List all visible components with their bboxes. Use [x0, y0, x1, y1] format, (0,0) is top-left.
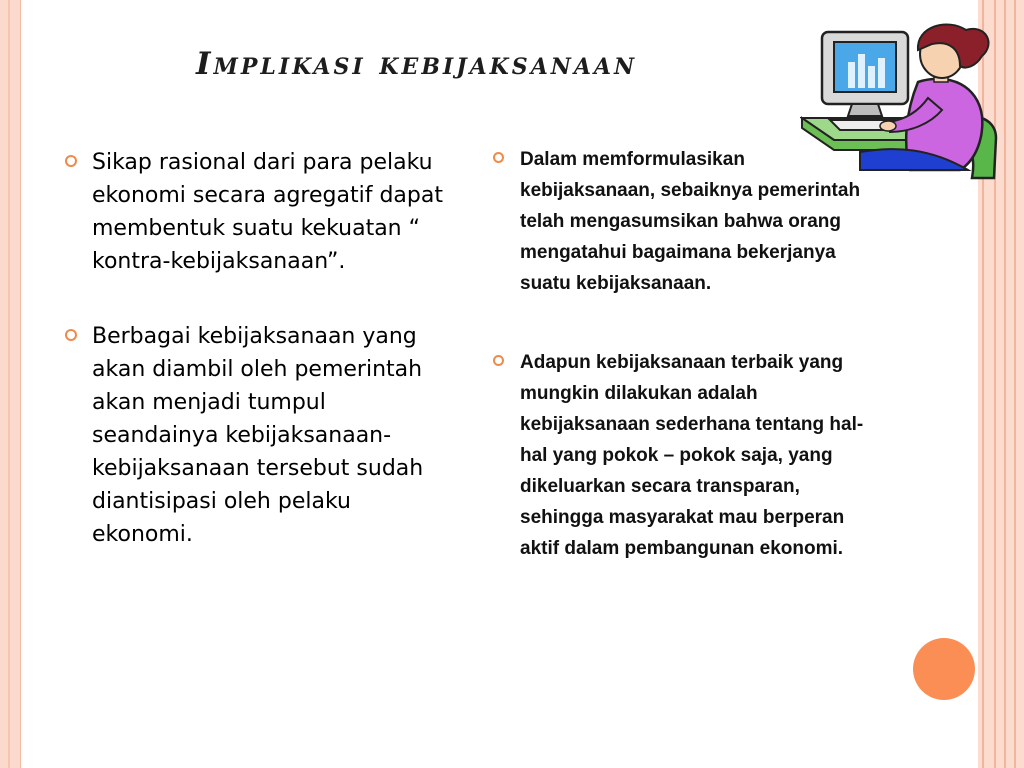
list-item	[65, 146, 455, 278]
bullet-text: Sikap rasional dari para pelaku ekonomi secara agregatif dapat membentuk suatu kekuatan “ kontra-kebijaksanaan”.	[92, 150, 443, 274]
circle-bullet-icon	[493, 152, 504, 163]
right-bullet-list	[493, 144, 878, 612]
bullet-text: Adapun kebijaksanaan terbaik yang mungkin dilakukan adalah kebijaksanaan sederhana tentang hal-hal yang pokok – pokok saja, yang dikeluarkan secara transparan, sehingga masyarakat mau berperan aktif dalam pembangunan ekonomi.	[520, 352, 864, 559]
slide-title: Implikasi kebijaksanaan	[196, 46, 638, 82]
decorative-circle	[913, 638, 975, 700]
list-item	[493, 144, 878, 299]
left-frame-band	[0, 0, 21, 768]
circle-bullet-icon	[65, 329, 77, 341]
left-bullet-list	[65, 146, 455, 593]
bullet-text: Berbagai kebijaksanaan yang akan diambil oleh pemerintah akan menjadi tumpul seandainya kebijaksanaan-kebijaksanaan tersebut sudah diantisipasi oleh pelaku ekonomi.	[92, 324, 424, 547]
circle-bullet-icon	[493, 355, 504, 366]
list-item	[65, 320, 455, 551]
list-item	[493, 347, 878, 564]
bullet-text: Dalam memformulasikan kebijaksanaan, sebaiknya pemerintah telah mengasumsikan bahwa orang mengatahui bagaimana bekerjanya suatu kebijaksanaan.	[520, 149, 861, 294]
circle-bullet-icon	[65, 155, 77, 167]
